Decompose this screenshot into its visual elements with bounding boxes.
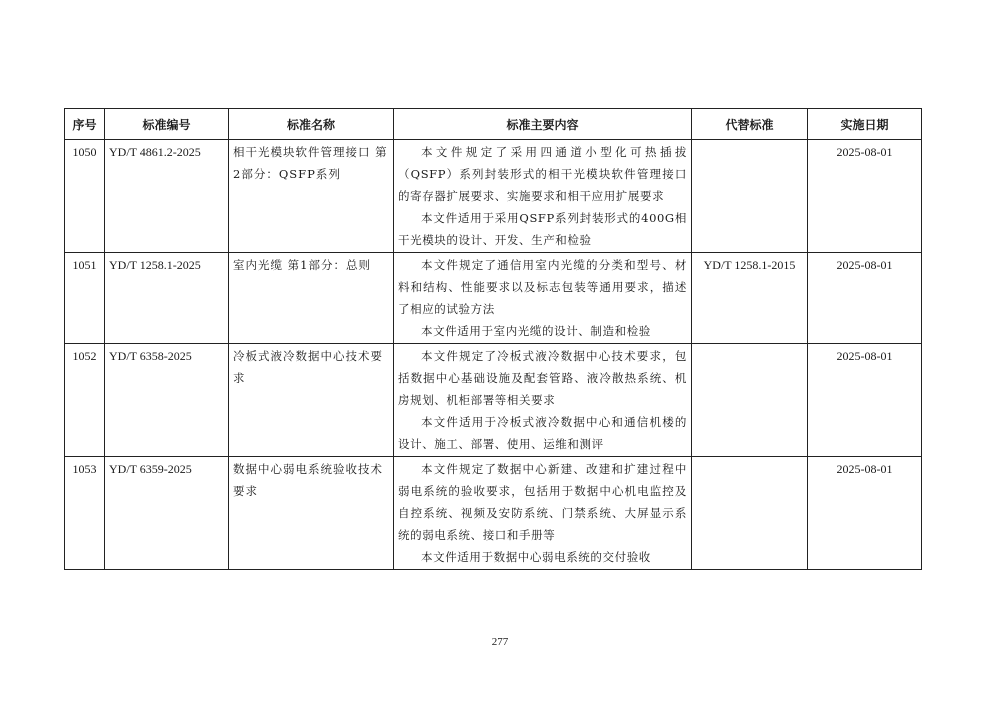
header-row <box>65 109 922 140</box>
row-replaces <box>692 140 808 253</box>
row-name: 室内光缆 第1部分：总则 <box>229 253 394 344</box>
header-code: 标准编号 <box>105 109 229 140</box>
row-name: 冷板式液冷数据中心技术要求 <box>229 344 394 457</box>
page-number: 277 <box>491 636 509 648</box>
row-date: 2025-08-01 <box>808 140 922 253</box>
header-index: 序号 <box>65 109 105 140</box>
row-index: 1053 <box>65 457 105 570</box>
content-paragraph: 本文件规定了采用四通道小型化可热插拔（QSFP）系列封装形式的相干光模块软件管理接口的寄存器扩展要求、实施要求和相干应用扩展要求 <box>398 145 687 203</box>
content-paragraph: 本文件适用于室内光缆的设计、制造和检验 <box>421 324 651 338</box>
row-code: YD/T 4861.2-2025 <box>105 140 229 253</box>
table-row <box>65 457 922 570</box>
row-date: 2025-08-01 <box>808 344 922 457</box>
row-date: 2025-08-01 <box>808 457 922 570</box>
row-name: 数据中心弱电系统验收技术要求 <box>229 457 394 570</box>
row-code: YD/T 1258.1-2025 <box>105 253 229 344</box>
header-replaces: 代替标准 <box>692 109 808 140</box>
header-date: 实施日期 <box>808 109 922 140</box>
row-code: YD/T 6358-2025 <box>105 344 229 457</box>
table-row <box>65 344 922 457</box>
row-code: YD/T 6359-2025 <box>105 457 229 570</box>
content-paragraph: 本文件适用于采用QSFP系列封装形式的400G相干光模块的设计、开发、生产和检验 <box>398 211 687 247</box>
row-content <box>394 140 692 253</box>
row-replaces: YD/T 1258.1-2015 <box>692 253 808 344</box>
standards-table <box>64 108 922 570</box>
table-row <box>65 140 922 253</box>
content-paragraph: 本文件规定了冷板式液冷数据中心技术要求，包括数据中心基础设施及配套管路、液冷散热系统、机房规划、机柜部署等相关要求 <box>398 349 687 407</box>
content-paragraph: 本文件适用于数据中心弱电系统的交付验收 <box>421 550 651 564</box>
row-index: 1052 <box>65 344 105 457</box>
row-name: 相干光模块软件管理接口 第2部分：QSFP系列 <box>229 140 394 253</box>
header-name: 标准名称 <box>229 109 394 140</box>
header-content: 标准主要内容 <box>394 109 692 140</box>
row-content <box>394 457 692 570</box>
content-paragraph: 本文件规定了通信用室内光缆的分类和型号、材料和结构、性能要求以及标志包装等通用要求，描述了相应的试验方法 <box>398 258 687 316</box>
table-row <box>65 253 922 344</box>
row-content <box>394 344 692 457</box>
row-index: 1051 <box>65 253 105 344</box>
row-content <box>394 253 692 344</box>
row-index: 1050 <box>65 140 105 253</box>
content-paragraph: 本文件规定了数据中心新建、改建和扩建过程中弱电系统的验收要求，包括用于数据中心机电监控及自控系统、视频及安防系统、门禁系统、大屏显示系统的弱电系统、接口和手册等 <box>398 462 687 542</box>
content-paragraph: 本文件适用于冷板式液冷数据中心和通信机楼的设计、施工、部署、使用、运维和测评 <box>398 415 687 451</box>
row-replaces <box>692 344 808 457</box>
row-replaces <box>692 457 808 570</box>
row-date: 2025-08-01 <box>808 253 922 344</box>
